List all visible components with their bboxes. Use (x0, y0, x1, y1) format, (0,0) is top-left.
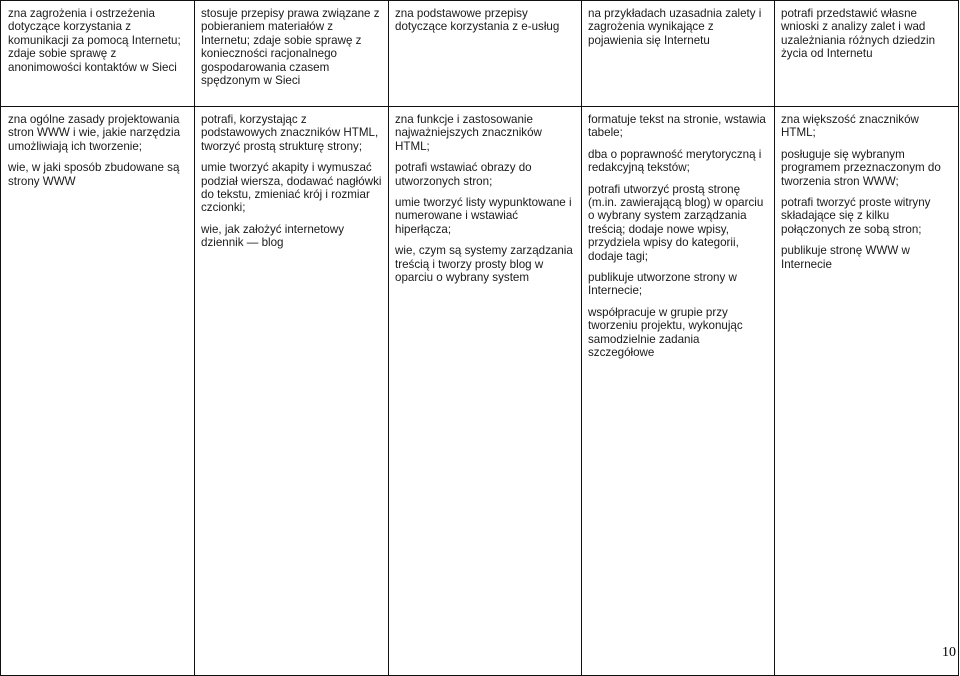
table-row (1, 107, 959, 676)
cell-paragraph: dba o poprawność merytoryczną i redakcyjną tekstów; (588, 147, 762, 175)
cell-paragraph: publikuje stronę WWW w Internecie (781, 244, 910, 271)
table-cell (195, 107, 389, 676)
cell-paragraph: formatuje tekst na stronie, wstawia tabele; (588, 113, 766, 140)
cell-paragraph: zna funkcje i zastosowanie najważniejszych znaczników HTML; (395, 113, 542, 153)
cell-paragraph: publikuje utworzone strony w Internecie; (588, 271, 737, 298)
cell-paragraph: zna zagrożenia i ostrzeżenia dotyczące korzystania z komunikacji za pomocą Internetu; zdaje sobie sprawę z anonimowości kontaktów w Sieci (8, 7, 181, 74)
table-cell (1, 107, 195, 676)
table-cell (389, 1, 582, 107)
cell-paragraph: współpracuje w grupie przy tworzeniu projektu, wykonując samodzielnie zadania szczegółowe (588, 305, 743, 360)
table-cell (389, 107, 582, 676)
table-cell (775, 1, 959, 107)
cell-paragraph: wie, jak założyć internetowy dziennik — blog (201, 222, 345, 250)
cell-paragraph: stosuje przepisy prawa związane z pobieraniem materiałów z Internetu; zdaje sobie sprawę z konieczności racjonalnego gospodarowania czasem spędzonym w Sieci (201, 7, 380, 88)
page-number: 10 (942, 645, 956, 660)
table-cell (582, 107, 775, 676)
cell-paragraph: na przykładach uzasadnia zalety i zagrożenia wynikające z pojawienia się Internetu (588, 7, 762, 47)
cell-paragraph: umie tworzyć listy wypunktowane i numerowane i wstawiać hiperłącza; (395, 196, 572, 236)
cell-paragraph: potrafi utworzyć prostą stronę (m.in. zawierającą blog) w oparciu o wybrany system zarządzania treścią; dodaje nowe wpisy, przydziela wpisy do kategorii, dodaje tagi; (588, 182, 764, 263)
table-cell (195, 1, 389, 107)
cell-paragraph: potrafi wstawiać obrazy do utworzonych stron; (395, 161, 532, 188)
cell-paragraph: zna podstawowe przepisy dotyczące korzystania z e-usług (395, 7, 560, 34)
cell-paragraph: wie, czym są systemy zarządzania treścią i tworzy prosty blog w oparciu o wybrany system (395, 244, 573, 285)
cell-paragraph: potrafi tworzyć proste witryny składające się z kilku połączonych ze sobą stron; (781, 196, 931, 236)
table-cell (1, 1, 195, 107)
table-cell (775, 107, 959, 676)
table-row (1, 1, 959, 107)
cell-paragraph: potrafi, korzystając z podstawowych znaczników HTML, tworzyć prostą strukturę strony; (201, 113, 379, 153)
table-cell (582, 1, 775, 107)
cell-paragraph: zna większość znaczników HTML; (781, 113, 919, 140)
cell-paragraph: umie tworzyć akapity i wymuszać podział wiersza, dodawać nagłówki do tekstu, zmieniać krój i rozmiar czcionki; (201, 161, 382, 215)
cell-paragraph: wie, w jaki sposób zbudowane są strony WWW (8, 161, 180, 188)
cell-paragraph: posługuje się wybranym programem przeznaczonym do tworzenia stron WWW; (781, 147, 941, 188)
cell-paragraph: potrafi przedstawić własne wnioski z analizy zalet i wad uzależniania różnych dziedzin życia od Internetu (781, 7, 936, 61)
cell-paragraph: zna ogólne zasady projektowania stron WWW i wie, jakie narzędzia umożliwiają ich tworzenie; (8, 113, 181, 153)
